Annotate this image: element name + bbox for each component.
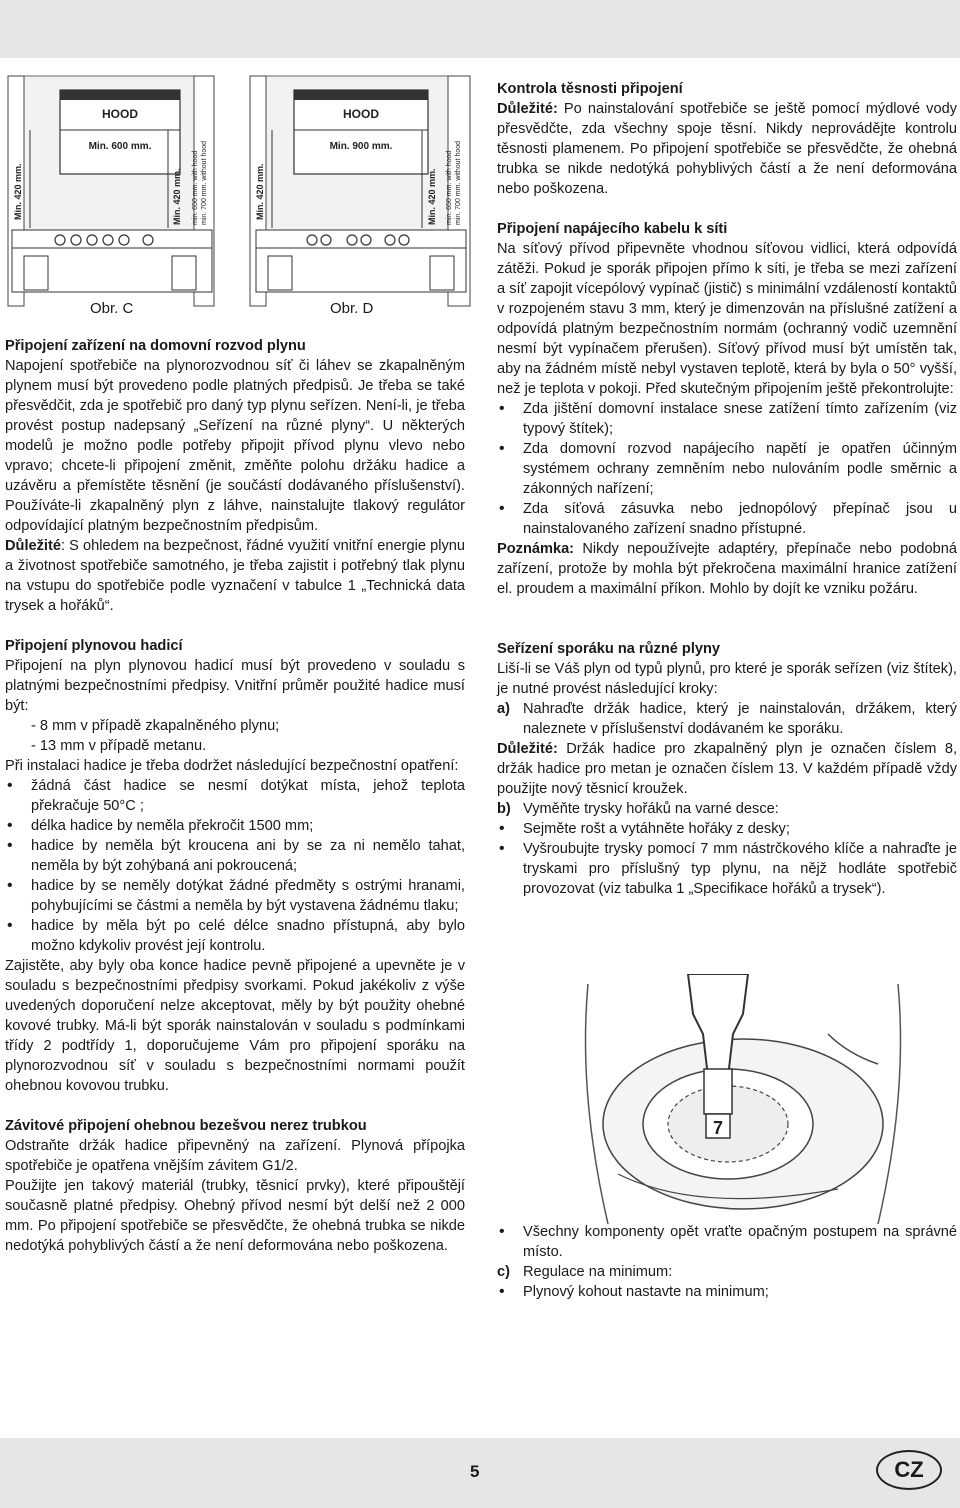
power-note-text xyxy=(497,539,957,599)
step-b-text: Vyměňte trysky hořáků na varné desce: xyxy=(523,801,779,817)
gas-adjust-text: Liší-li se Váš plyn od typů plynů, pro které je sporák seřízen (viz štítek), je nutné provést následující kroky: xyxy=(497,661,957,697)
list-item: • hadice by se neměly dotýkat žádné předměty s ostrými hranami, pohybujícími se částmi a neměla by být vystavena žádnému tlaku; xyxy=(5,876,465,916)
header-band xyxy=(0,0,960,58)
footer-band xyxy=(0,1438,960,1508)
leak-check-text xyxy=(497,99,957,199)
step-b xyxy=(497,799,957,819)
gas-connection-heading: Připojení zařízení na domovní rozvod plynu xyxy=(5,338,306,354)
step-c xyxy=(497,1262,957,1282)
figure-d-left-side: Min. 420 mm. xyxy=(255,163,265,220)
figure-d-min-width: Min. 900 mm. xyxy=(329,141,393,152)
gas-important-body: : S ohledem na bezpečnost, řádné využití vnitřní energie plynu a životnost spotřebiče samotného, je třeba zajistit i potřebný tlak plynu na vstupu do spotřebiče podle vyznačení v tabulce 1 „Technická data trysek a hořáků“. xyxy=(5,538,465,614)
hose-heading: Připojení plynovou hadicí xyxy=(5,638,183,654)
threaded-connection-heading: Závitové připojení ohebnou bezešvou nerez trubkou xyxy=(5,1118,367,1134)
minimum-setting-list xyxy=(497,1282,957,1302)
hose-fixing-text: Zajistěte, aby byly oba konce hadice pevně připojené a upevněte je v souladu s bezpečnostními předpisy svorkami. Pokud jakékoliv z výše uvedených doporučení nelze akceptovat, měly by být použity ohebné kovové trubky. Má-li být sporák nainstalován v souladu s podmínkami třídy 2 podtřídy 1, doporučujeme Vám pro připojení sporáku na plynorozvodnou síť v souladu s bezpečnostními normami použít ohebnou kovovou trubku. xyxy=(5,958,465,1094)
figure-c-with-hood: min. 650 mm. with hood xyxy=(192,150,199,225)
installation-diagrams xyxy=(0,70,480,330)
right-column-continued xyxy=(497,1222,957,1302)
hose-precautions-text: Při instalaci hadice je třeba dodržet následující bezpečnostní opatření: xyxy=(5,758,459,774)
power-note-body: Nikdy nepoužívejte adaptéry, přepínače nebo podobná zařízení, protože by mohla být překročena maximální hranice zatížení el. proudem a maximální příkon. Mohlo by dojít ke vzniku požáru. xyxy=(497,541,957,597)
list-item: • Zda jištění domovní instalace snese zatížení tímto zařízením (viz typový štítek); xyxy=(497,399,957,439)
step-a xyxy=(497,699,957,739)
hose-holder-important-body: Držák hadice pro zkapalněný plyn je označen číslem 8, držák hadice pro metan je označen číslem 13. V každém případě vždy použijte nový těsnicí kroužek. xyxy=(497,741,957,797)
threaded-connection-text-2: Použijte jen takový materiál (trubky, těsnicí prvky), které připouštějí současně platné předpisy. Ohebný přívod nesmí být delší než 2 000 mm. Po připojení spotřebiče se přesvědčte, že ohebná trubka se nikde nedotýká pohyblivých částí a že není deformována nebo poškozena. xyxy=(5,1178,465,1254)
list-item: • žádná část hadice se nesmí dotýkat místa, jehož teplota překračuje 50°C ; xyxy=(5,776,465,816)
list-item: • Všechny komponenty opět vraťte opačným postupem na správné místo. xyxy=(497,1222,957,1262)
list-item: • Sejměte rošt a vytáhněte hořáky z desky; xyxy=(497,819,957,839)
figure-c-without-hood: min. 700 mm. without hood xyxy=(201,140,208,225)
leak-check-label: Důležité: xyxy=(497,101,558,117)
figure-d-without-hood: min. 700 mm. without hood xyxy=(455,140,462,225)
step-b-label: b) xyxy=(497,801,511,817)
figure-d-hood: HOOD xyxy=(343,107,379,121)
hose-diameter-lpg: - 8 mm v případě zkapalněného plynu; xyxy=(31,718,280,734)
list-item: • Zda síťová zásuvka nebo jednopólový přepínač jsou u nainstalovaného zařízení snadno přístupné. xyxy=(497,499,957,539)
figure-c-right-side: Min. 420 mm. xyxy=(172,168,182,225)
gas-important-label: Důležité xyxy=(5,538,61,554)
gas-connection-text: Napojení spotřebiče na plynorozvodnou síť či láhev se zkapalněným plynem musí být provedeno podle platných předpisů. Je třeba se také přesvědčit, zda je spotřebič pro daný typ plynu seřízen. Není-li, je třeba provést postup nadepsaný „Seřízení na různé plyny“. U některých modelů je možno podle potřeby připojit přívod plynu vlevo nebo vpravo; chcete-li připojení změnit, změňte polohu držáku hadice a uzávěru a přemístěte těsnění (je součástí dodávaného příslušenství). Používáte-li zkapalněný plyn z láhve, nainstalujte tlakový regulátor odpovídající platným bezpečnostním předpisům. xyxy=(5,358,465,534)
gas-adjust-heading: Seřízení sporáku na různé plyny xyxy=(497,641,721,657)
nozzle-size-label: 7 xyxy=(712,1118,724,1138)
leak-check-body: Po nainstalování spotřebiče se ještě pomocí mýdlové vody přesvědčte, zda všechny spoje těsní. Nikdy neprovádějte kontrolu těsnosti plamenem. Po připojení spotřebiče se přesvědčte, že ohebná trubka se nikde nedotýká pohyblivých částí a že není deformována nebo poškozena. xyxy=(497,101,957,197)
step-c-label: c) xyxy=(497,1264,510,1280)
figure-d-caption: Obr. D xyxy=(330,300,374,317)
step-c-text: Regulace na minimum: xyxy=(523,1264,673,1280)
threaded-connection-text-1: Odstraňte držák hadice připevněný na zařízení. Plynová přípojka spotřebiče je opatřena vnějším závitem G1/2. xyxy=(5,1138,465,1174)
list-item: • délka hadice by neměla překročit 1500 mm; xyxy=(5,816,465,836)
figure-c-caption: Obr. C xyxy=(90,300,134,317)
figure-c-left-side: Min. 420 mm. xyxy=(13,163,23,220)
list-item: • Zda domovní rozvod napájecího napětí je opatřen účinným systémem ochrany zemněním nebo nulováním podle směrnic a zákonných nařízení; xyxy=(497,439,957,499)
power-cable-heading: Připojení napájecího kabelu k síti xyxy=(497,221,728,237)
right-column xyxy=(497,79,957,899)
figure-c-hood: HOOD xyxy=(102,107,138,121)
language-badge: CZ xyxy=(876,1450,942,1490)
hose-diameter-methane: - 13 mm v případě metanu. xyxy=(31,738,207,754)
nozzle-replacement-illustration xyxy=(578,974,908,1224)
step-a-label: a) xyxy=(497,701,510,717)
power-note-label: Poznámka: xyxy=(497,541,575,557)
leak-check-heading: Kontrola těsnosti připojení xyxy=(497,81,683,97)
power-cable-text: Na síťový přívod připevněte vhodnou síťovou vidlici, která odpovídá zátěži. Pokud je sporák připojen přímo k síti, je třeba se mezi zařízení a síť zapojit vícepólový vypínač (jistič) s minimální vzdáleností kontaktů v rozpojeném stavu 3 mm, který je dimenzován na příslušné zatížení a odpovídá platným bezpečnostním normám (ochranný vodič uzemnění nesmí být vypínačem přerušen). Síťový přívod musí být umístěn tak, aby na žádném místě nebyl vystaven teplotě, která by byla o 50° vyšší, než je teplota v pokoji. Před skutečným připojením ještě překontrolujte: xyxy=(497,241,957,397)
list-item: • hadice by měla být po celé délce snadno přístupná, aby bylo možno kdykoliv provést její kontrolu. xyxy=(5,916,465,956)
nozzle-steps-list xyxy=(497,819,957,899)
step-a-text: Nahraďte držák hadice, který je nainstalován, držákem, který naleznete v příslušenství dodávaném ke sporáku. xyxy=(523,701,957,737)
hose-text: Připojení na plyn plynovou hadicí musí být provedeno v souladu s platnými bezpečnostními předpisy. Vnitřní průměr použité hadice musí být: xyxy=(5,658,465,714)
list-item: • Plynový kohout nastavte na minimum; xyxy=(497,1282,957,1302)
power-checks-list xyxy=(497,399,957,539)
hose-holder-important xyxy=(497,739,957,799)
hose-holder-important-label: Důležité: xyxy=(497,741,558,757)
gas-important-text xyxy=(5,536,465,616)
figure-d-with-hood: min. 650 mm. with hood xyxy=(446,150,453,225)
hose-precautions-list xyxy=(5,776,465,956)
page-number: 5 xyxy=(470,1462,480,1481)
reassembly-list xyxy=(497,1222,957,1262)
list-item: • Vyšroubujte trysky pomocí 7 mm nástrčkového klíče a nahraďte je tryskami pro příslušný typ plynu, na nějž hodláte spotřebič provozovat (viz tabulka 1 „Specifikace hořáků a trysek“). xyxy=(497,839,957,899)
left-column xyxy=(5,336,465,1256)
figure-c-min-width: Min. 600 mm. xyxy=(88,141,152,152)
list-item: • hadice by neměla být kroucena ani by se za ni nemělo tahat, neměla by být zohýbaná ani pokroucená; xyxy=(5,836,465,876)
figure-d-right-side: Min. 420 mm. xyxy=(427,168,437,225)
